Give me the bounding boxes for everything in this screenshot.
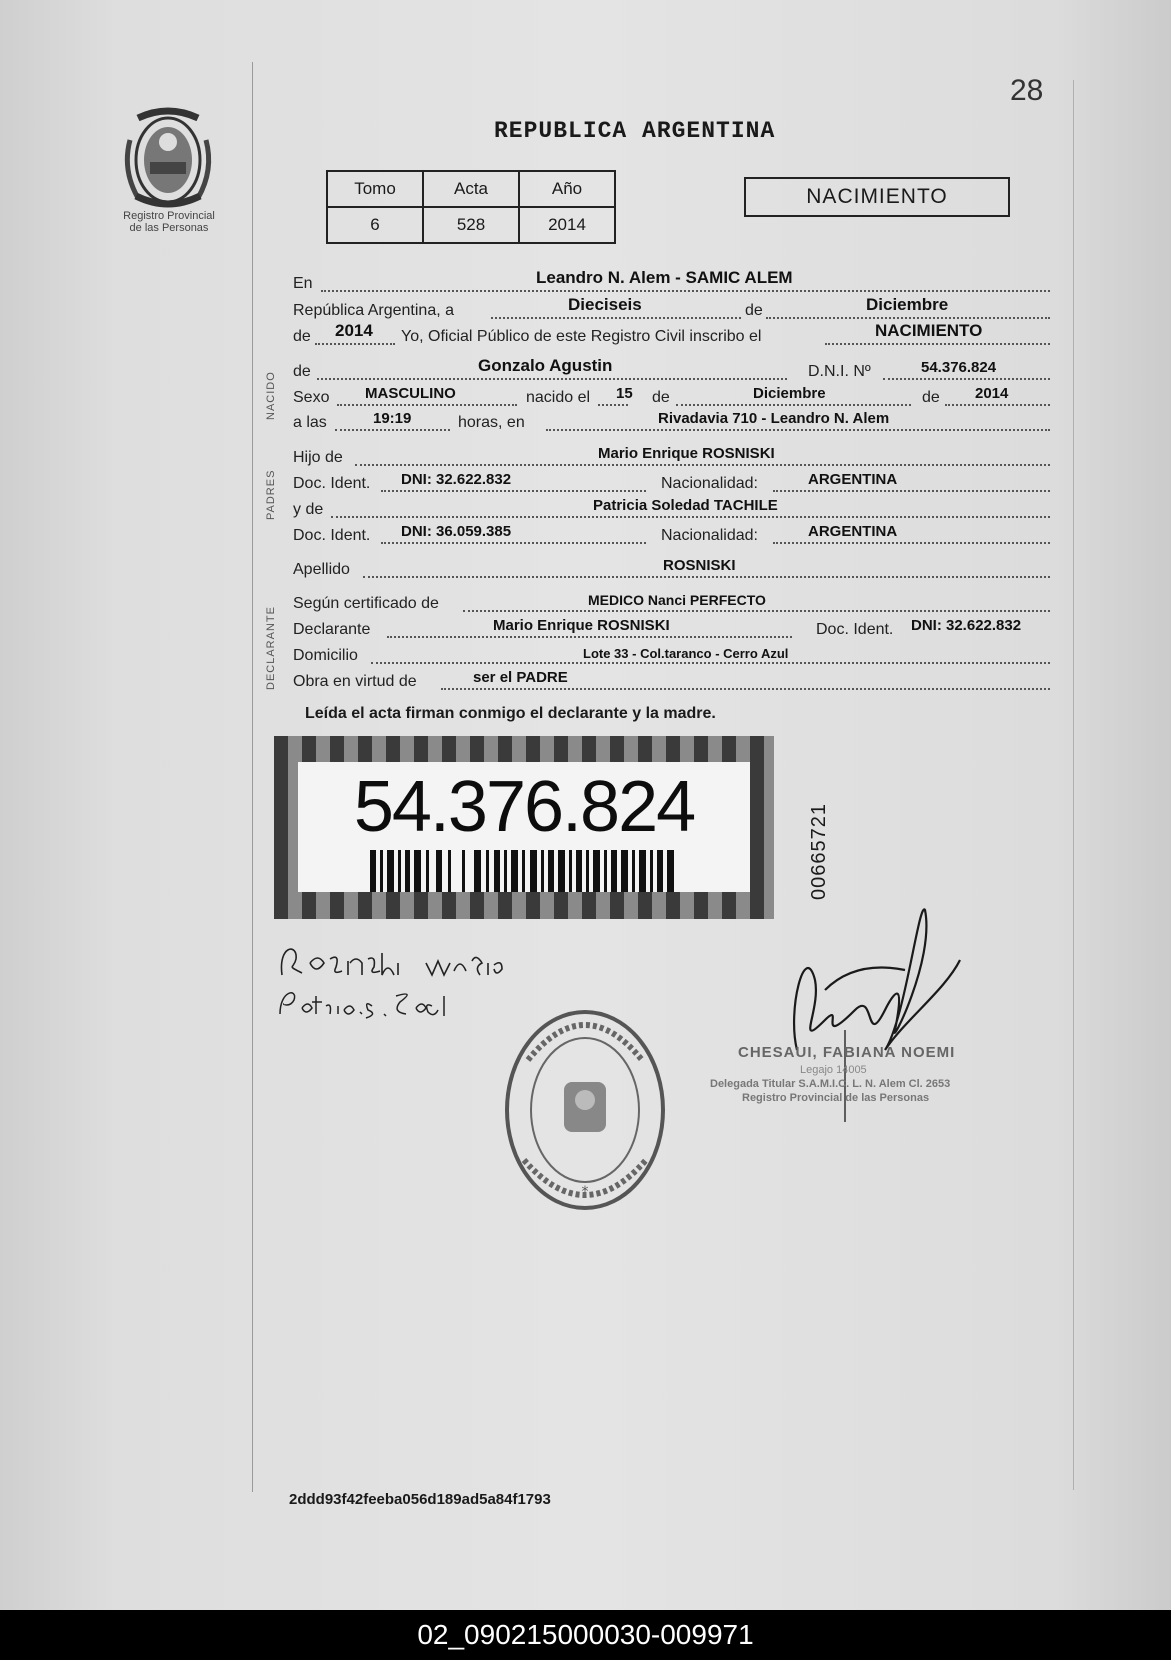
line-hora: a las 19:19 horas, en Rivadavia 710 - Leandro N. Alem [293,411,1050,435]
mother-doc-value: DNI: 36.059.385 [401,523,512,540]
line-fecha: República Argentina, a Dieciseis de Diciembre [293,299,1050,323]
birth-month-value: Diciembre [753,385,826,402]
line-madre-doc: Doc. Ident. DNI: 36.059.385 Nacionalidad: ARGENTINA [293,524,1050,548]
closing-note: Leída el acta firman conmigo el declarante y la madre. [305,705,716,722]
birth-year-value: 2014 [975,385,1009,402]
birth-place-value: Rivadavia 710 - Leandro N. Alem [658,410,890,427]
officer-stamp: CHESAUI, FABIANA NOEMI Legajo 14005 Delegada Titular S.A.M.I.C. L. N. Alem Cl. 2653 Registro Provincial de las Personas [710,1044,956,1104]
tomo-value: 6 [327,207,423,243]
acta-value: 528 [423,207,519,243]
domicilio-value: Lote 33 - Col.taranco - Cerro Azul [583,646,789,661]
file-id-footer: 02_090215000030-009971 [0,1610,1171,1660]
logo-caption: Registro Provincial de las Personas [123,210,215,234]
side-label-padres: PADRES [265,469,277,520]
left-margin-rule [252,62,253,1492]
document-title: REPUBLICA ARGENTINA [494,118,776,144]
apellido-value: ROSNISKI [663,557,736,574]
svg-text:*: * [581,1184,589,1200]
sticker-number: 54.376.824 [353,767,695,847]
day-value: Dieciseis [568,295,642,314]
birth-time-value: 19:19 [373,410,412,427]
place-value: Leandro N. Alem - SAMIC ALEM [536,268,793,287]
barcode-graphic [370,850,680,892]
acta-header: Acta [423,171,519,207]
tomo-header: Tomo [327,171,423,207]
line-domicilio: Domicilio Lote 33 - Col.taranco - Cerro Azul [293,644,1050,668]
sticker-serial: 00665721 [808,803,830,900]
child-name-value: Gonzalo Agustin [478,356,613,375]
sexo-value: MASCULINO [365,385,456,402]
declarante-name-value: Mario Enrique ROSNISKI [493,617,670,634]
side-label-nacido: NACIDO [265,371,277,420]
line-inscripcion: de 2014 Yo, Oficial Público de este Registro Civil inscribo el NACIMIENTO [293,325,1050,349]
birth-day-value: 15 [616,385,633,402]
anio-value: 2014 [519,207,615,243]
right-margin-rule [1073,80,1074,1490]
id-sticker [274,736,774,919]
official-seal-stamp [500,1000,670,1220]
line-apellido: Apellido ROSNISKI [293,558,1050,582]
father-name-value: Mario Enrique ROSNISKI [598,445,775,462]
side-label-declarante: DECLARANTE [265,606,277,690]
line-padre: Hijo de Mario Enrique ROSNISKI [293,446,1050,470]
declarante-doc-value: DNI: 32.622.832 [911,617,1022,634]
record-type-box: NACIMIENTO [744,177,1010,217]
record-table-header-row [327,171,615,207]
record-table [326,170,616,244]
child-dni-value: 54.376.824 [921,359,997,376]
line-obra: Obra en virtud de ser el PADRE [293,670,1050,694]
father-nationality-value: ARGENTINA [808,471,898,488]
line-padre-doc: Doc. Ident. DNI: 32.622.832 Nacionalidad: ARGENTINA [293,472,1050,496]
mother-name-value: Patricia Soledad TACHILE [593,497,778,514]
line-sexo: Sexo MASCULINO nacido el 15 de Diciembre de 2014 [293,386,1050,410]
line-declarante: Declarante Mario Enrique ROSNISKI Doc. Ident. DNI: 32.622.832 [293,618,1050,642]
line-madre: y de Patricia Soledad TACHILE [293,498,1050,522]
line-nombre: de Gonzalo Agustin D.N.I. Nº 54.376.824 [293,360,1050,384]
father-doc-value: DNI: 32.622.832 [401,471,512,488]
madre-signature [276,982,456,1022]
declarante-signature [276,935,506,985]
certificado-value: MEDICO Nanci PERFECTO [588,592,766,608]
record-table-value-row [327,207,615,243]
inscribo-value: NACIMIENTO [875,321,983,340]
anio-header: Año [519,171,615,207]
document-hash: 2ddd93f42feeba056d189ad5a84f1793 [289,1491,551,1508]
line-en: En Leandro N. Alem - SAMIC ALEM [293,272,1050,296]
page-number: 28 [1010,74,1044,107]
month-value: Diciembre [866,295,949,314]
year-value: 2014 [335,321,373,340]
obra-value: ser el PADRE [473,669,568,686]
line-certificado: Según certificado de MEDICO Nanci PERFECTO [293,592,1050,616]
mother-nationality-value: ARGENTINA [808,523,898,540]
